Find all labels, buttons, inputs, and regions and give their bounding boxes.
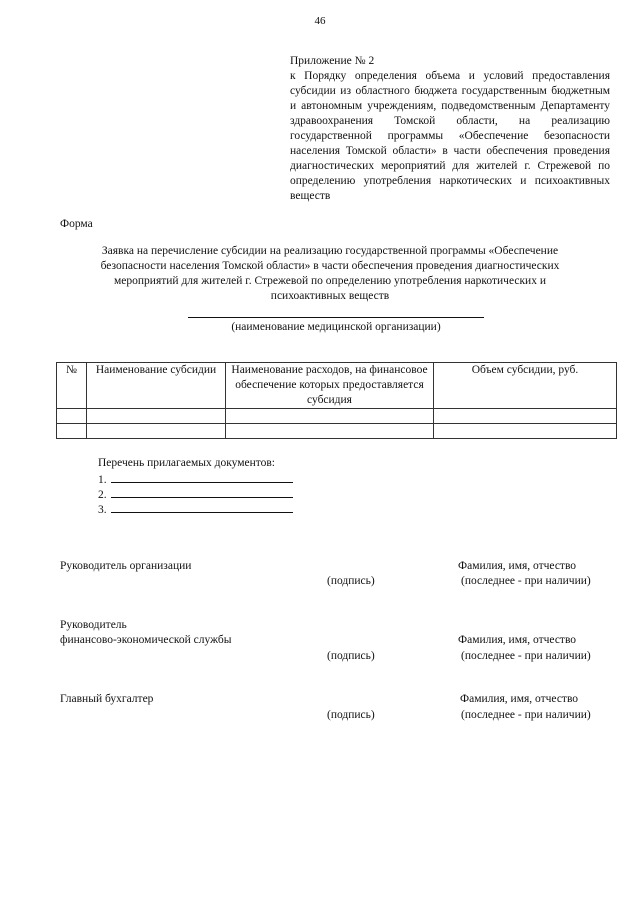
signer-head-role: Руководитель организации <box>60 560 192 572</box>
request-title-line: безопасности населения Томской области» в части обеспечения проведения диагностических <box>100 260 560 272</box>
signer-finance-role-line: Руководитель <box>60 619 127 631</box>
signer-finance-fio-note: (последнее - при наличии) <box>461 650 591 662</box>
appendix-title: Приложение № 2 <box>290 55 375 67</box>
document-item <box>98 501 293 518</box>
document-item-number: 2. <box>98 489 107 501</box>
signer-head-fio-note: (последнее - при наличии) <box>461 575 591 587</box>
table-header-row <box>57 363 617 409</box>
signer-head-fio: Фамилия, имя, отчество <box>458 560 577 572</box>
signer-head-signature: (подпись) <box>327 575 375 587</box>
signer-accountant-signature: (подпись) <box>327 709 375 721</box>
signer-finance-role-line: финансово-экономической службы <box>60 634 232 646</box>
table-cell[interactable] <box>57 424 87 439</box>
table-cell[interactable] <box>226 424 434 439</box>
col-header-subsidy-name: Наименование субсидии <box>87 363 226 409</box>
table-cell[interactable] <box>434 409 617 424</box>
document-item-number: 3. <box>98 504 107 516</box>
page-number: 46 <box>314 15 326 27</box>
table-row <box>57 424 617 439</box>
table-row <box>57 409 617 424</box>
col-header-amount: Объем субсидии, руб. <box>434 363 617 409</box>
table-cell[interactable] <box>434 424 617 439</box>
documents-title: Перечень прилагаемых документов: <box>98 457 276 469</box>
signer-accountant-role: Главный бухгалтер <box>60 693 154 705</box>
subsidy-table <box>56 362 617 439</box>
request-title-line: психоактивных веществ <box>270 290 390 302</box>
org-name-caption: (наименование медицинской организации) <box>231 321 441 333</box>
signer-accountant-fio-note: (последнее - при наличии) <box>461 709 591 721</box>
signer-finance-signature: (подпись) <box>327 650 375 662</box>
document-item-line[interactable] <box>111 486 293 498</box>
col-header-expenses: Наименование расходов, на финансовое обеспечение которых предоставляется субсидия <box>226 363 434 409</box>
col-header-num: № <box>57 363 87 409</box>
appendix-body: к Порядку определения объема и условий предоставления субсидии из областного бюджета государственным бюджетным и автономным учреждениям, подведомственным Департаменту здравоохранения Томской области, на реализацию государственной программы «Обеспечение безопасности населения Томской области» в части обеспечения проведения диагностических мероприятий для жителей г. Стрежевой по определению употребления наркотических и психоактивных веществ <box>290 70 610 202</box>
request-title-line: мероприятий для жителей г. Стрежевой по определению употребления наркотических и <box>114 275 546 287</box>
document-item-line[interactable] <box>111 501 293 513</box>
document-item-line[interactable] <box>111 471 293 483</box>
form-label: Форма <box>60 218 93 230</box>
table-cell[interactable] <box>57 409 87 424</box>
table-cell[interactable] <box>226 409 434 424</box>
signer-accountant-fio: Фамилия, имя, отчество <box>460 693 579 705</box>
table-cell[interactable] <box>87 409 226 424</box>
request-title-line: Заявка на перечисление субсидии на реализацию государственной программы «Обеспечение <box>101 245 559 257</box>
request-title <box>62 244 598 304</box>
table-cell[interactable] <box>87 424 226 439</box>
signer-finance-fio: Фамилия, имя, отчество <box>458 634 577 646</box>
org-name-line[interactable] <box>188 317 484 318</box>
document-item-number: 1. <box>98 474 107 486</box>
signer-finance-role <box>60 618 231 648</box>
